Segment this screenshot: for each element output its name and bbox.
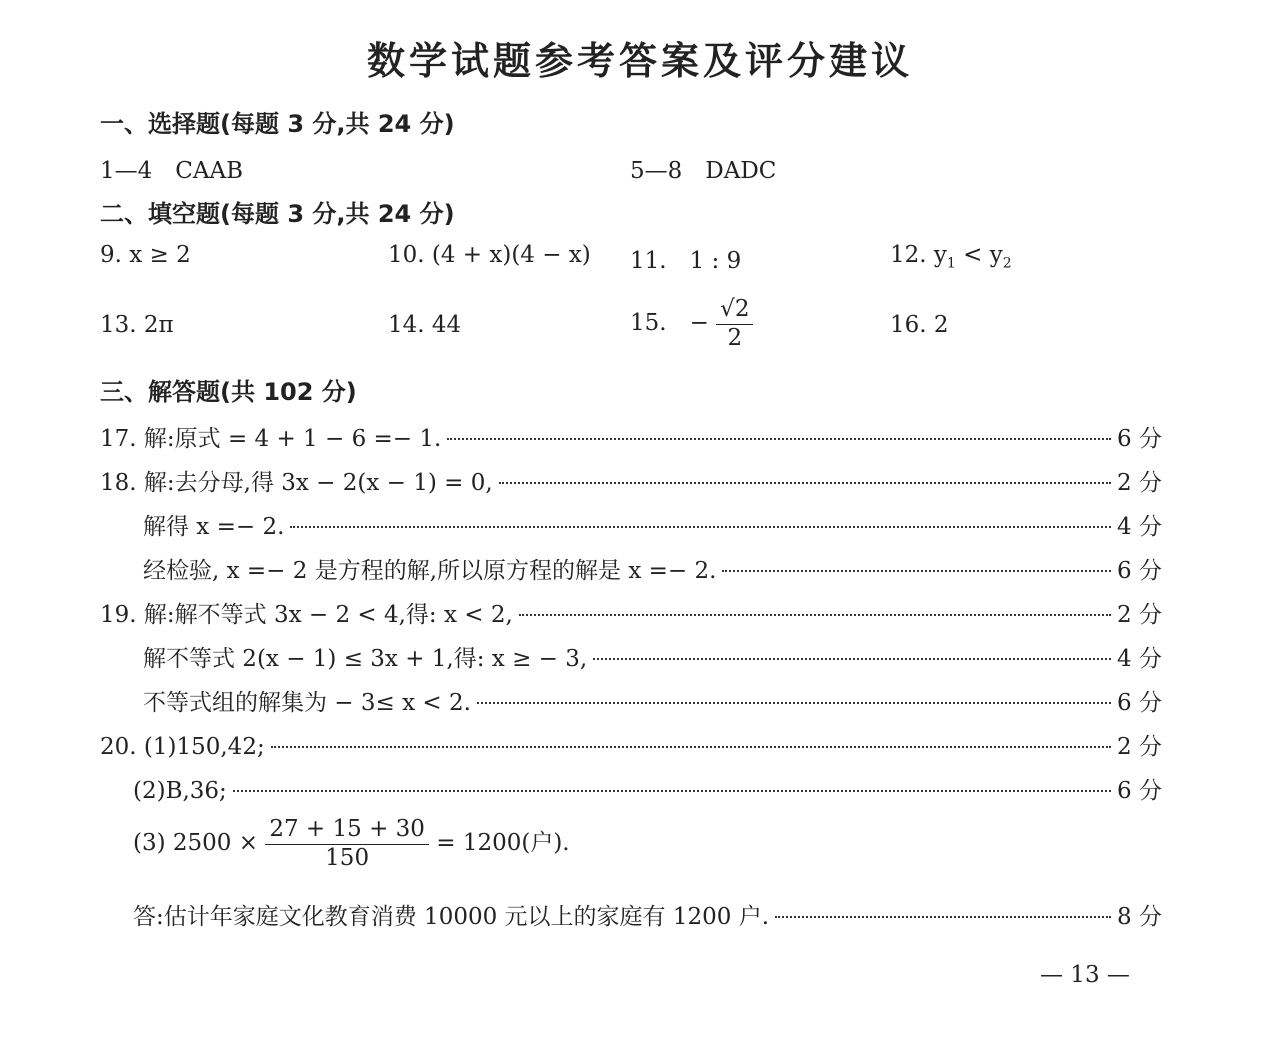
answer-19-line-1: 19. 解:解不等式 3x − 2 < 4,得: x < 2, 2 分	[100, 602, 1162, 628]
answer-18-line-1: 18. 解:去分母,得 3x − 2(x − 1) = 0, 2 分	[100, 470, 1162, 496]
fill-answer-13: 13. 2π	[100, 312, 174, 338]
section-choice-heading: 一、选择题(每题 3 分,共 24 分)	[100, 110, 455, 138]
choice-answers-5-8: 5—8 DADC	[630, 158, 777, 184]
section-solution-heading: 三、解答题(共 102 分)	[100, 378, 357, 406]
page-title: 数学试题参考答案及评分建议	[366, 39, 913, 83]
answer-18-line-3: 经检验, x =− 2 是方程的解,所以原方程的解是 x =− 2. 6 分	[143, 558, 1162, 584]
answer-20-conclusion: 答:估计年家庭文化教育消费 10000 元以上的家庭有 1200 户. 8 分	[133, 904, 1162, 930]
answer-19-line-2: 解不等式 2(x − 1) ≤ 3x + 1,得: x ≥ − 3, 4 分	[143, 646, 1162, 672]
fraction: $\frac{√2}{2}$	[716, 296, 753, 352]
fill-answer-14: 14. 44	[388, 312, 462, 338]
fill-answer-16: 16. 2	[890, 312, 949, 338]
answer-19-line-3: 不等式组的解集为 − 3≤ x < 2. 6 分	[143, 690, 1162, 716]
fill-answer-9: 9. x ≥ 2	[100, 242, 191, 268]
fraction: $\frac{27 + 15 + 30}{150}$	[265, 816, 429, 872]
page-number: — 13 —	[1040, 962, 1130, 988]
answer-17: 17. 解:原式 = 4 + 1 − 6 =− 1. 6 分	[100, 426, 1162, 452]
fill-answer-12: 12. $y_1 < y_2$	[890, 242, 1012, 272]
answer-18-line-2: 解得 x =− 2. 4 分	[143, 514, 1162, 540]
fill-answer-15: 15. − $\frac{√2}{2}$	[630, 296, 753, 352]
fill-answer-10: 10. (4 + x)(4 − x)	[388, 242, 591, 268]
fill-answer-11: 11. 1 : 9	[630, 248, 742, 274]
answer-20-part-2: (2)B,36; 6 分	[133, 778, 1162, 804]
choice-answers-1-4: 1—4 CAAB	[100, 158, 243, 184]
section-fill-heading: 二、填空题(每题 3 分,共 24 分)	[100, 200, 455, 228]
answer-20-part-3: (3) 2500 × $\frac{27 + 15 + 30}{150}$ = 1200(户).	[133, 816, 570, 871]
answer-20-part-1: 20. (1)150,42; 2 分	[100, 734, 1162, 760]
